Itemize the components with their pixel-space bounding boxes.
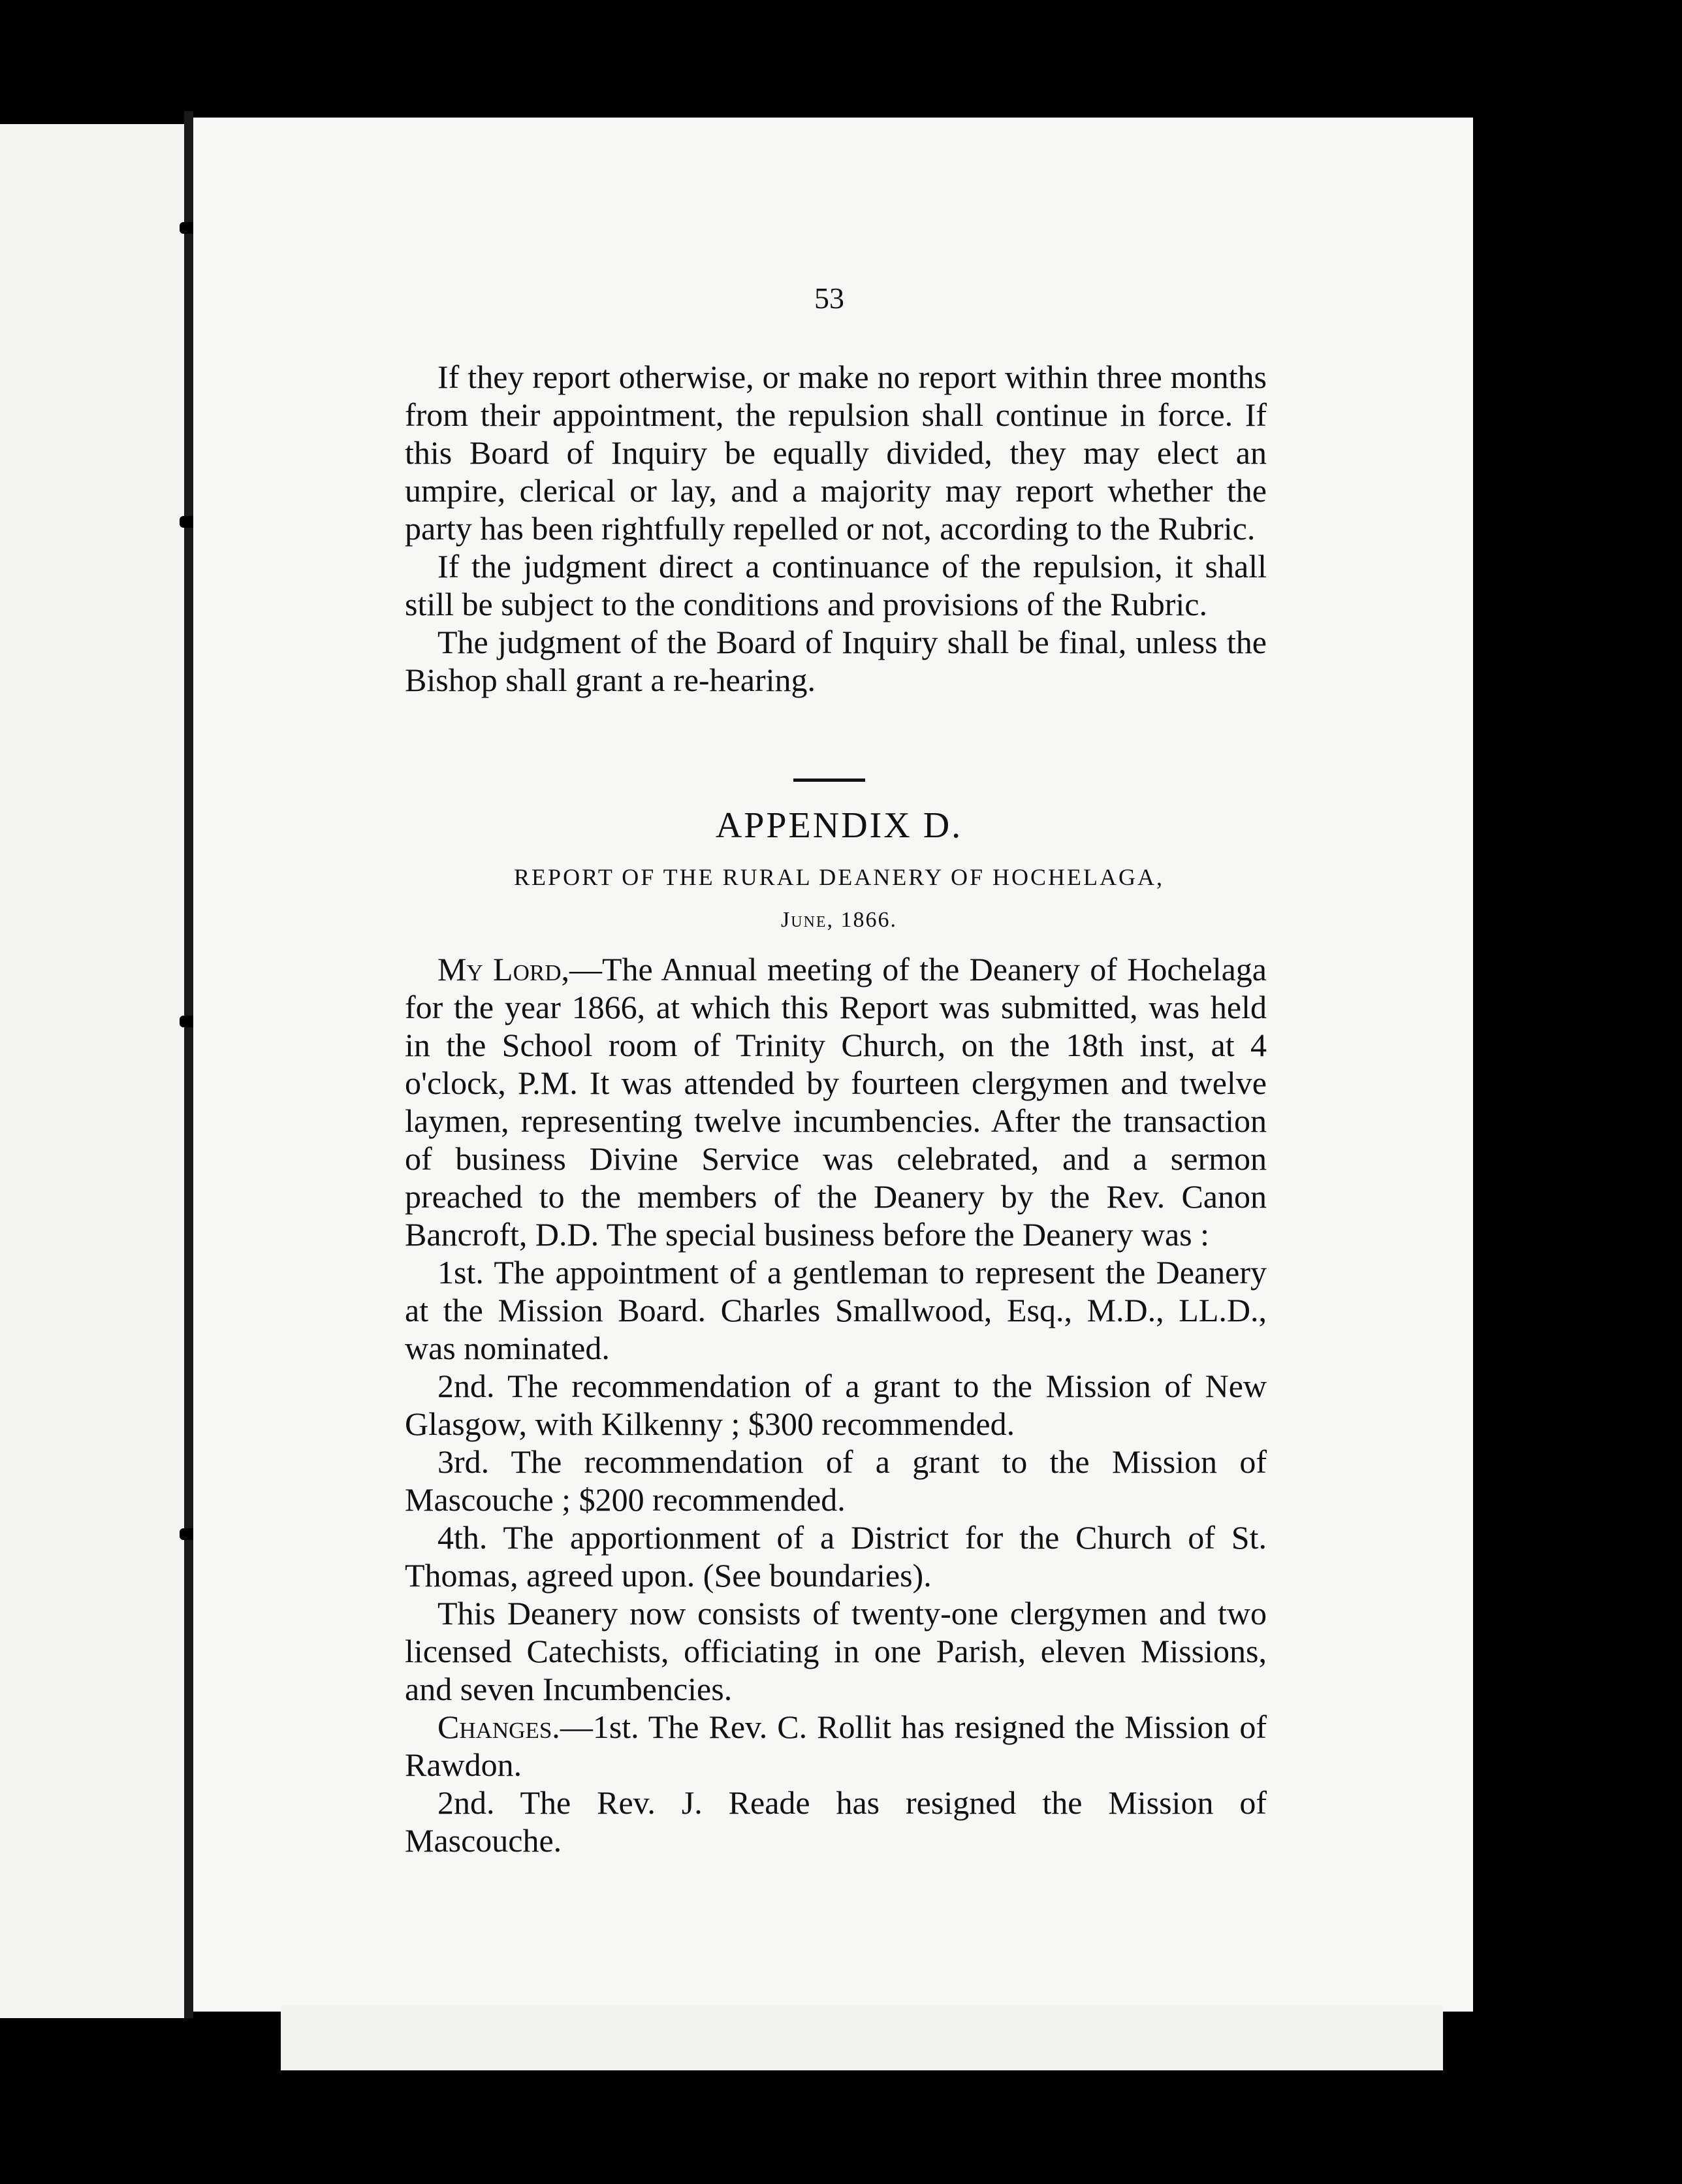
paragraph-text: —1st. The Rev. C. Rollit has resigned the Mission of Rawdon. [405, 1709, 1267, 1783]
salutation: My Lord, [437, 951, 569, 988]
paragraph-text: —The Annual meeting of the Deanery of Hochelaga for the year 1866, at which this Report was submitted, was held in the School room of Trinity Church, on the 18th inst, at 4 o'clock, P.M. It was attended by fourteen clergymen and twelve laymen, representing twelve incumbencies. After the transaction of business Divine Service was celebrated, and a sermon preached to the members of the Deanery by the Rev. Canon Bancroft, D.D. The special business before the Deanery was : [405, 951, 1267, 1253]
paragraph: 2nd. The Rev. J. Reade has resigned the Mission of Mascouche. [405, 1784, 1267, 1859]
paragraph [405, 1708, 1267, 1784]
report-body [405, 950, 1267, 1859]
paragraph: If they report otherwise, or make no report within three months from their appointment, the repulsion shall continue in force. If this Board of Inquiry be equally divided, they may elect an umpire, clerical or lay, and a majority may report whether the party has been rightfully repelled or not, according to the Rubric. [405, 359, 1267, 547]
page-bottom-edge [281, 2005, 1443, 2070]
paragraph [405, 950, 1267, 1253]
changes-label: Changes. [437, 1709, 560, 1745]
book-gutter [184, 111, 193, 2018]
paragraph: The judgment of the Board of Inquiry shall be final, unless the Bishop shall grant a re-hearing. [405, 624, 1267, 698]
paragraph: 3rd. The recommendation of a grant to the Mission of Mascouche ; $200 recommended. [405, 1443, 1267, 1518]
page-number: 53 [814, 281, 844, 315]
report-heading: REPORT OF THE RURAL DEANERY OF HOCHELAGA, [514, 864, 1164, 890]
paragraph: 2nd. The recommendation of a grant to the Mission of New Glasgow, with Kilkenny ; $300 recommended. [405, 1368, 1267, 1442]
paragraph: If the judgment direct a continuance of the repulsion, it shall still be subject to the conditions and provisions of the Rubric. [405, 548, 1267, 622]
left-page-edge [0, 124, 189, 2018]
paragraph: 4th. The apportionment of a District for the Church of St. Thomas, agreed upon. (See boundaries). [405, 1519, 1267, 1594]
report-date: June, 1866. [780, 908, 898, 932]
section-divider [793, 779, 865, 782]
paragraph: 1st. The appointment of a gentleman to represent the Deanery at the Mission Board. Charles Smallwood, Esq., M.D., LL.D., was nominated. [405, 1254, 1267, 1366]
paragraph: This Deanery now consists of twenty-one clergymen and two licensed Catechists, officiating in one Parish, eleven Missions, and seven Incumbencies. [405, 1595, 1267, 1707]
top-section [405, 358, 1267, 699]
appendix-title: APPENDIX D. [715, 805, 963, 846]
